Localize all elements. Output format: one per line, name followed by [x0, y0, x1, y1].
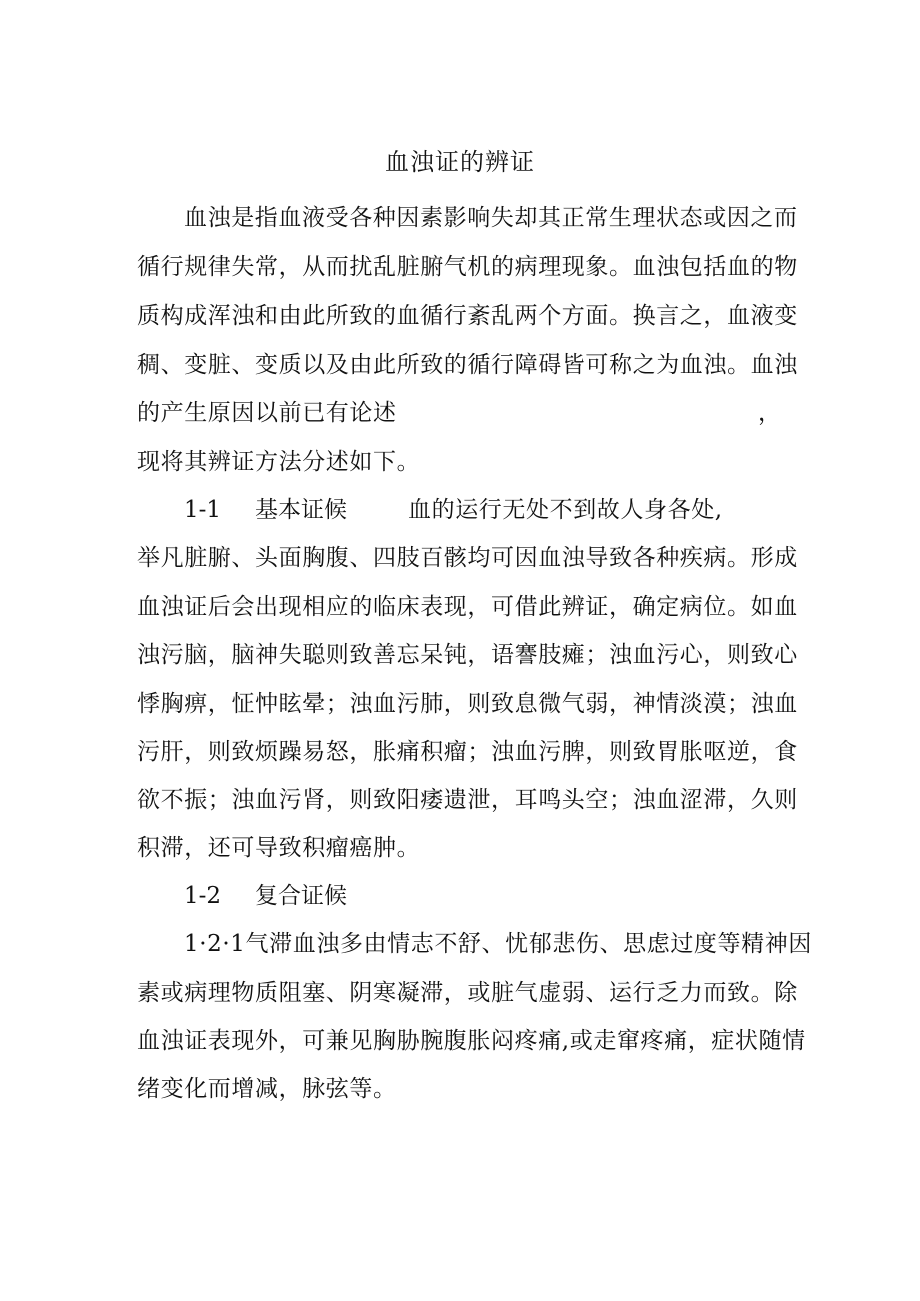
section-1-1-first-text: 血的运行无处不到故人身各处,	[408, 497, 723, 523]
intro-line-6: 现将其辨证方法分述如下。	[137, 449, 421, 475]
section-1-1-line-4: 悸胸痹，怔忡眩晕；浊血污肺，则致息微气弱，神情淡漠；浊血	[137, 691, 798, 717]
section-1-2-1-line-4: 绪变化而增减，脉弦等。	[137, 1076, 397, 1102]
intro-trailing-comma: ，	[758, 400, 781, 426]
document-title: 血浊证的辨证	[385, 148, 535, 176]
section-1-1-number: 1-1	[184, 497, 222, 523]
section-1-2-1-line-3: 血浊证表现外，可兼见胸胁腕腹胀闷疼痛,或走窜疼痛，症状随情	[137, 1028, 806, 1054]
intro-line-1: 血浊是指血液受各种因素影响失却其正常生理状态或因之而	[184, 205, 798, 231]
section-1-1-line-2: 血浊证后会出现相应的临床表现，可借此辨证，确定病位。如血	[137, 594, 798, 620]
section-1-2-1-line-2: 素或病理物质阻塞、阴寒凝滞，或脏气虚弱、运行乏力而致。除	[137, 980, 798, 1006]
section-1-1-line-7: 积滞，还可导致积瘤癌肿。	[137, 835, 421, 861]
section-1-2-heading: 复合证候	[255, 883, 347, 909]
intro-line-3: 质构成浑浊和由此所致的血循行紊乱两个方面。换言之，血液变	[137, 303, 798, 329]
section-1-2-1-line-1: 1·2·1气滞血浊多由情志不舒、忧郁悲伤、思虑过度等精神因	[184, 931, 812, 957]
section-1-1-line-6: 欲不振；浊血污肾，则致阳痿遗泄，耳鸣头空；浊血涩滞，久则	[137, 787, 798, 813]
section-1-1-heading: 基本证候	[255, 497, 347, 523]
intro-line-2: 循行规律失常，从而扰乱脏腑气机的病理现象。血浊包括血的物	[137, 254, 798, 280]
section-1-1-line-1: 举凡脏腑、头面胸腹、四肢百骸均可因血浊导致各种疾病。形成	[137, 545, 798, 571]
section-1-1-line-3: 浊污脑，脑神失聪则致善忘呆钝，语謇肢瘫；浊血污心，则致心	[137, 642, 798, 668]
intro-line-5: 的产生原因以前已有论述	[137, 400, 397, 426]
section-1-2-number: 1-2	[184, 883, 222, 909]
section-1-1-line-5: 污肝，则致烦躁易怒，胀痛积瘤；浊血污脾，则致胃胀呕逆，食	[137, 739, 798, 765]
intro-line-4: 稠、变脏、变质以及由此所致的循行障碍皆可称之为血浊。血浊	[137, 352, 798, 378]
